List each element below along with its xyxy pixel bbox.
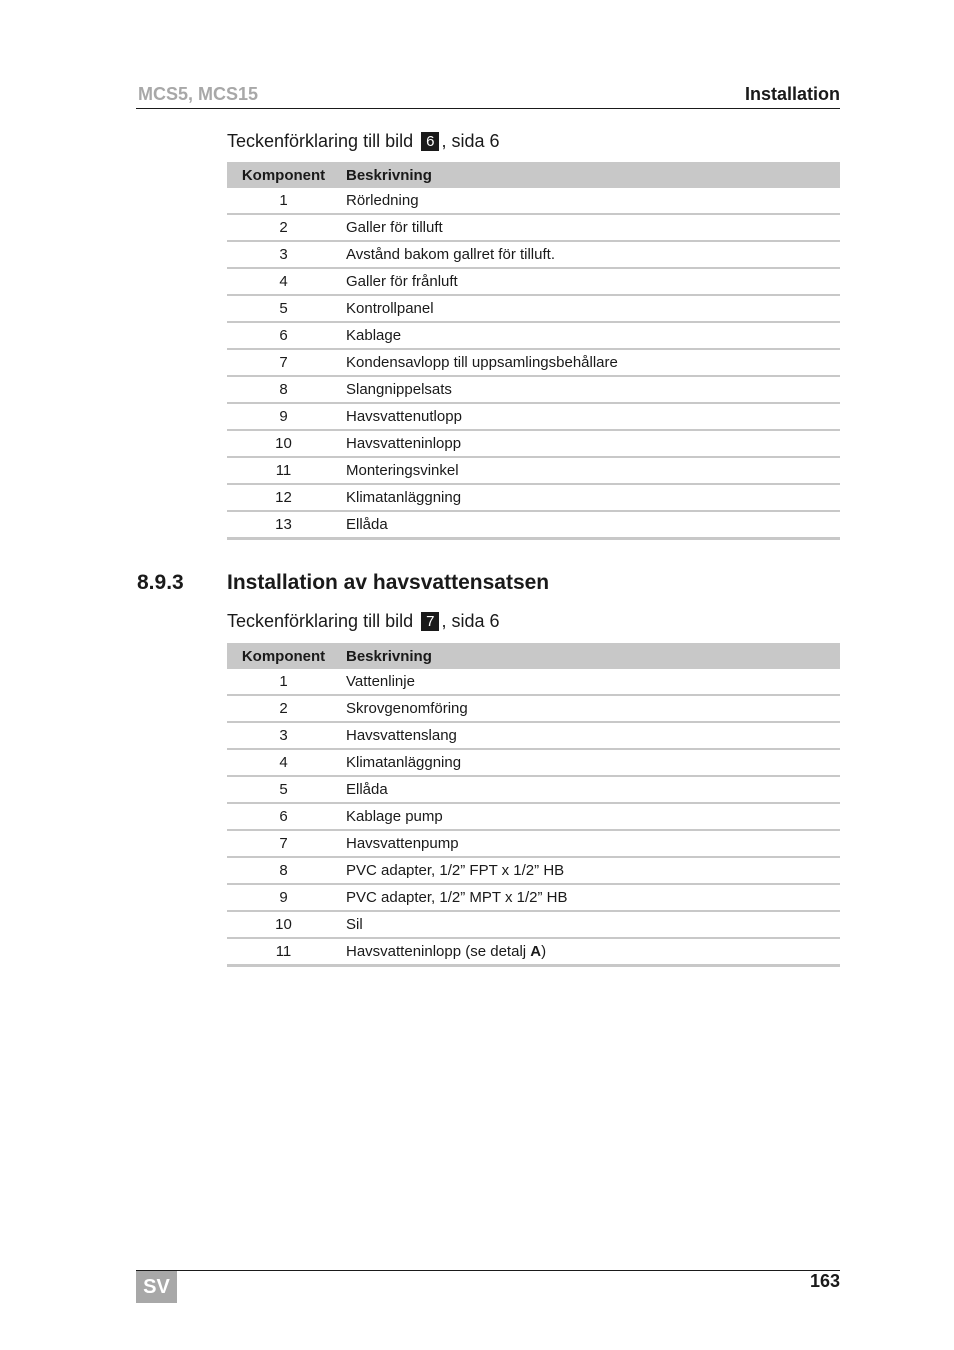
component-description: Ellåda <box>340 776 840 803</box>
table-header-row <box>227 162 840 188</box>
table-row <box>227 938 840 966</box>
component-number: 2 <box>227 214 340 241</box>
component-number: 5 <box>227 295 340 322</box>
page-number: 163 <box>809 1271 840 1291</box>
table-row <box>227 403 840 430</box>
component-description: Kablage <box>340 322 840 349</box>
component-description: Galler för tilluft <box>340 214 840 241</box>
component-number: 8 <box>227 857 340 884</box>
section-title: Installation av havsvattensatsen <box>227 571 550 594</box>
table-row <box>227 511 840 539</box>
component-description: Sil <box>340 911 840 938</box>
table-row <box>227 268 840 295</box>
header-divider <box>136 108 840 109</box>
table-row <box>227 722 840 749</box>
caption-page: , sida 6 <box>441 611 500 631</box>
component-number: 9 <box>227 403 340 430</box>
figure-number-badge: 7 <box>421 612 439 631</box>
table-row <box>227 803 840 830</box>
component-description: Kablage pump <box>340 803 840 830</box>
component-number: 4 <box>227 749 340 776</box>
component-description: Galler för frånluft <box>340 268 840 295</box>
component-number: 6 <box>227 803 340 830</box>
legend-caption-figure-6 <box>227 131 500 152</box>
table-row <box>227 669 840 695</box>
table-row <box>227 484 840 511</box>
description-text-end: ) <box>541 943 547 960</box>
component-number: 12 <box>227 484 340 511</box>
caption-page: , sida 6 <box>441 131 500 151</box>
component-number: 1 <box>227 188 340 214</box>
product-name: MCS5, MCS15 <box>138 84 259 104</box>
component-number: 3 <box>227 241 340 268</box>
component-description: PVC adapter, 1/2” MPT x 1/2” HB <box>340 884 840 911</box>
table-row <box>227 295 840 322</box>
table-row <box>227 695 840 722</box>
component-number: 10 <box>227 911 340 938</box>
component-number: 13 <box>227 511 340 539</box>
component-description: Kondensavlopp till uppsamlingsbehållare <box>340 349 840 376</box>
component-number: 7 <box>227 349 340 376</box>
component-description: Klimatanläggning <box>340 484 840 511</box>
component-description: PVC adapter, 1/2” FPT x 1/2” HB <box>340 857 840 884</box>
table-row <box>227 188 840 214</box>
component-number: 2 <box>227 695 340 722</box>
language-badge: SV <box>136 1271 177 1303</box>
component-description: Havsvattenpump <box>340 830 840 857</box>
table-row <box>227 749 840 776</box>
footer-divider <box>136 1270 840 1271</box>
component-description: Havsvattenutlopp <box>340 403 840 430</box>
component-number: 11 <box>227 938 340 966</box>
component-description: Havsvattenslang <box>340 722 840 749</box>
component-number: 7 <box>227 830 340 857</box>
component-number: 3 <box>227 722 340 749</box>
component-description: Havsvatteninlopp <box>340 430 840 457</box>
component-number: 4 <box>227 268 340 295</box>
legend-table-figure-7 <box>227 643 840 967</box>
column-header-component: Komponent <box>227 643 340 669</box>
description-text: Havsvatteninlopp (se detalj <box>346 943 531 960</box>
column-header-component: Komponent <box>227 162 340 188</box>
component-description: Rörledning <box>340 188 840 214</box>
table-row <box>227 376 840 403</box>
detail-reference: A <box>530 943 542 960</box>
component-number: 8 <box>227 376 340 403</box>
legend-table-figure-6 <box>227 162 840 540</box>
figure-number-badge: 6 <box>421 132 439 151</box>
table-row <box>227 457 840 484</box>
caption-text: Teckenförklaring till bild <box>227 131 414 151</box>
component-description: Ellåda <box>340 511 840 539</box>
table-row <box>227 322 840 349</box>
component-description: Slangnippelsats <box>340 376 840 403</box>
table-row <box>227 830 840 857</box>
chapter-title: Installation <box>744 84 840 104</box>
table-header-row <box>227 643 840 669</box>
component-description <box>340 938 840 966</box>
table-row <box>227 911 840 938</box>
table-row <box>227 214 840 241</box>
legend-caption-figure-7 <box>227 611 500 632</box>
component-number: 1 <box>227 669 340 695</box>
component-description: Skrovgenomföring <box>340 695 840 722</box>
component-number: 9 <box>227 884 340 911</box>
component-description: Monteringsvinkel <box>340 457 840 484</box>
component-description: Avstånd bakom gallret för tilluft. <box>340 241 840 268</box>
section-number: 8.9.3 <box>137 571 184 594</box>
table-row <box>227 430 840 457</box>
section-heading <box>137 571 549 595</box>
component-description: Kontrollpanel <box>340 295 840 322</box>
component-number: 11 <box>227 457 340 484</box>
component-number: 5 <box>227 776 340 803</box>
table-row <box>227 776 840 803</box>
component-number: 6 <box>227 322 340 349</box>
component-description: Klimatanläggning <box>340 749 840 776</box>
table-row <box>227 857 840 884</box>
column-header-description: Beskrivning <box>340 162 840 188</box>
table-row <box>227 241 840 268</box>
caption-text: Teckenförklaring till bild <box>227 611 414 631</box>
table-row <box>227 884 840 911</box>
table-row <box>227 349 840 376</box>
component-description: Vattenlinje <box>340 669 840 695</box>
column-header-description: Beskrivning <box>340 643 840 669</box>
component-number: 10 <box>227 430 340 457</box>
